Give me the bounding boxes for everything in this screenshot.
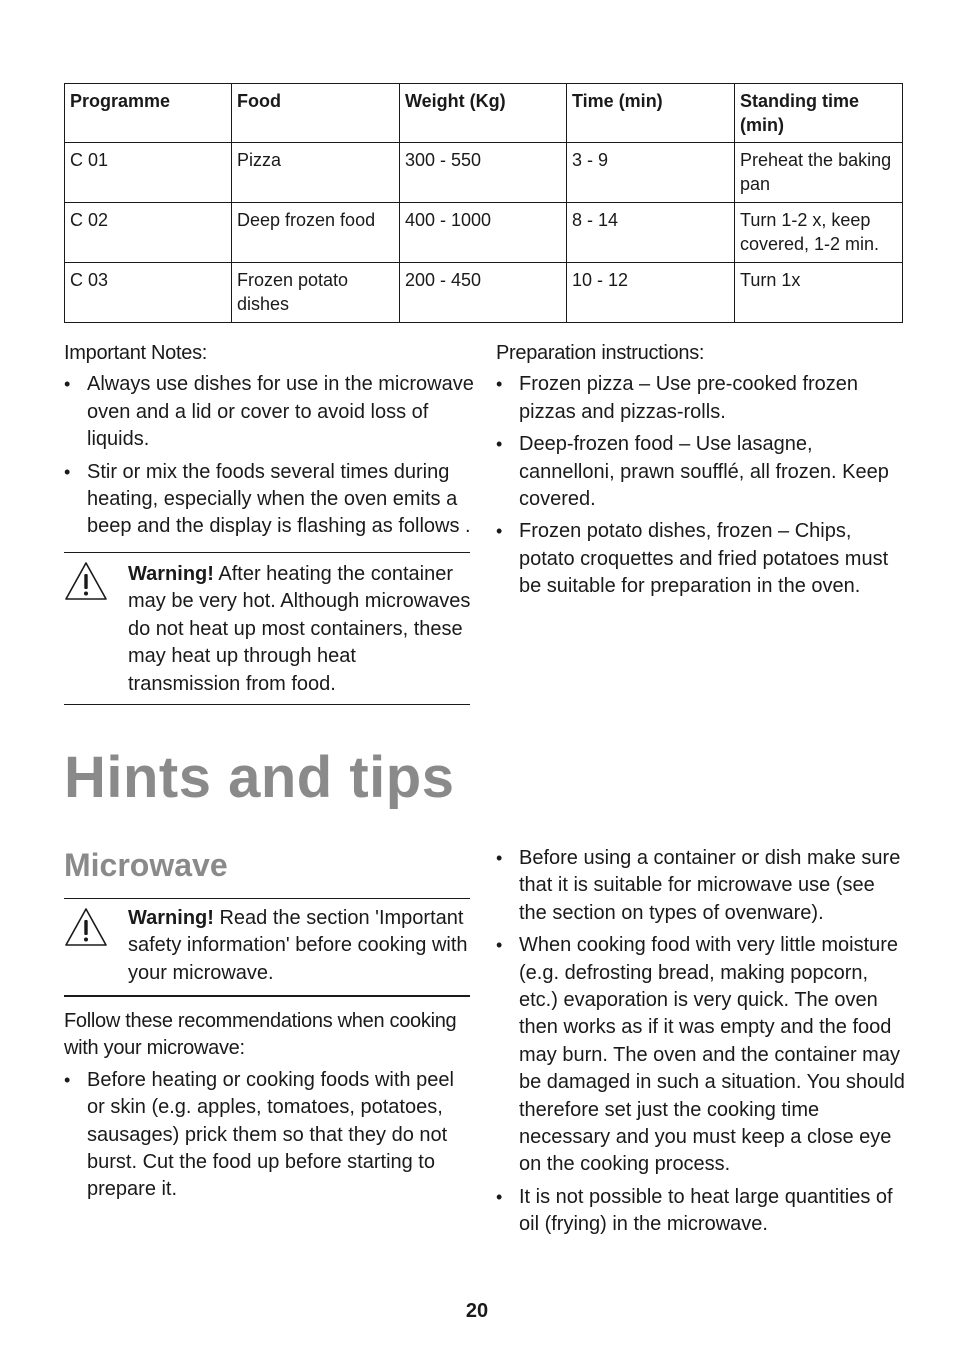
preparation-title: Preparation instructions: bbox=[496, 342, 705, 364]
cell-food: Frozen potato dishes bbox=[232, 263, 400, 323]
microwave-tips bbox=[496, 845, 906, 1244]
header-weight: Weight (Kg) bbox=[400, 84, 567, 143]
list-item: • Before heating or cooking foods with peel or skin (e.g. apples, tomatoes, potatoes, sausages) prick them so that they do not burst. Cut the food up before starting to prepare it. bbox=[64, 1067, 474, 1204]
table-row bbox=[65, 203, 903, 263]
cell-time: 10 - 12 bbox=[567, 263, 735, 323]
table-header-row bbox=[65, 84, 903, 143]
section-title: Microwave bbox=[64, 847, 228, 883]
list-item: • When cooking food with very little moisture (e.g. defrosting bread, making popcorn, etc.) evaporation is very quick. The oven then works as if it was empty and the food may burn. The oven and the container may be damaged in such a situation. You should therefore set just the cooking time necessary and you must keep a close eye on the cooking process. bbox=[496, 932, 906, 1179]
preparation-instructions bbox=[496, 340, 906, 606]
recommendations bbox=[64, 1008, 474, 1209]
table-row bbox=[65, 143, 903, 203]
header-time: Time (min) bbox=[567, 84, 735, 143]
important-notes-title: Important Notes: bbox=[64, 342, 208, 364]
tips-list bbox=[496, 845, 906, 1239]
header-food: Food bbox=[232, 84, 400, 143]
page-title: Hints and tips bbox=[64, 745, 455, 810]
warning-label: Warning! bbox=[128, 563, 214, 585]
list-item: • Frozen pizza – Use pre-cooked frozen pizzas and pizzas-rolls. bbox=[496, 371, 906, 426]
list-item: • Always use dishes for use in the microwave oven and a lid or cover to avoid loss of liquids. bbox=[64, 371, 474, 453]
programme-table bbox=[64, 83, 903, 323]
cell-programme: C 01 bbox=[65, 143, 232, 203]
cell-food: Pizza bbox=[232, 143, 400, 203]
important-notes-list bbox=[64, 371, 474, 540]
list-item: • It is not possible to heat large quantities of oil (frying) in the microwave. bbox=[496, 1184, 906, 1239]
list-item: • Deep-frozen food – Use lasagne, cannelloni, prawn soufflé, all frozen. Keep covered. bbox=[496, 431, 906, 513]
warning-triangle-icon bbox=[64, 561, 108, 601]
recommendations-list bbox=[64, 1067, 474, 1204]
cell-standing-time: Turn 1x bbox=[735, 263, 903, 323]
warning-body: Read the section 'Important safety information' before cooking with your microwave. bbox=[128, 907, 468, 984]
warning-triangle-icon bbox=[64, 907, 108, 947]
cell-programme: C 02 bbox=[65, 203, 232, 263]
preparation-list bbox=[496, 371, 906, 600]
warning-body: After heating the container may be very hot. Although microwaves do not heat up most containers, these may heat up through heat transmission from food. bbox=[128, 563, 471, 695]
list-item: • Frozen potato dishes, frozen – Chips, potato croquettes and fried potatoes must be suitable for preparation in the oven. bbox=[496, 518, 906, 600]
cell-standing-time: Preheat the baking pan bbox=[735, 143, 903, 203]
warning-box-safety bbox=[64, 898, 470, 997]
warning-label: Warning! bbox=[128, 907, 214, 929]
cell-weight: 200 - 450 bbox=[400, 263, 567, 323]
cell-weight: 300 - 550 bbox=[400, 143, 567, 203]
important-notes bbox=[64, 340, 474, 546]
page-number: 20 bbox=[465, 1300, 489, 1322]
cell-standing-time: Turn 1-2 x, keep covered, 1-2 min. bbox=[735, 203, 903, 263]
table-row bbox=[65, 263, 903, 323]
cell-food: Deep frozen food bbox=[232, 203, 400, 263]
cell-weight: 400 - 1000 bbox=[400, 203, 567, 263]
warning-text bbox=[128, 905, 473, 987]
recommendations-title: Follow these recommendations when cooking with your microwave: bbox=[64, 1010, 457, 1060]
list-item: • Stir or mix the foods several times during heating, especially when the oven emits a beep and the display is flashing as follows . bbox=[64, 459, 474, 541]
cell-time: 3 - 9 bbox=[567, 143, 735, 203]
cell-programme: C 03 bbox=[65, 263, 232, 323]
warning-text bbox=[128, 561, 473, 698]
cell-time: 8 - 14 bbox=[567, 203, 735, 263]
header-standing-time: Standing time (min) bbox=[735, 84, 903, 143]
warning-box-hot-container bbox=[64, 552, 470, 705]
header-programme: Programme bbox=[65, 84, 232, 143]
list-item: • Before using a container or dish make sure that it is suitable for microwave use (see the section on types of ovenware). bbox=[496, 845, 906, 927]
